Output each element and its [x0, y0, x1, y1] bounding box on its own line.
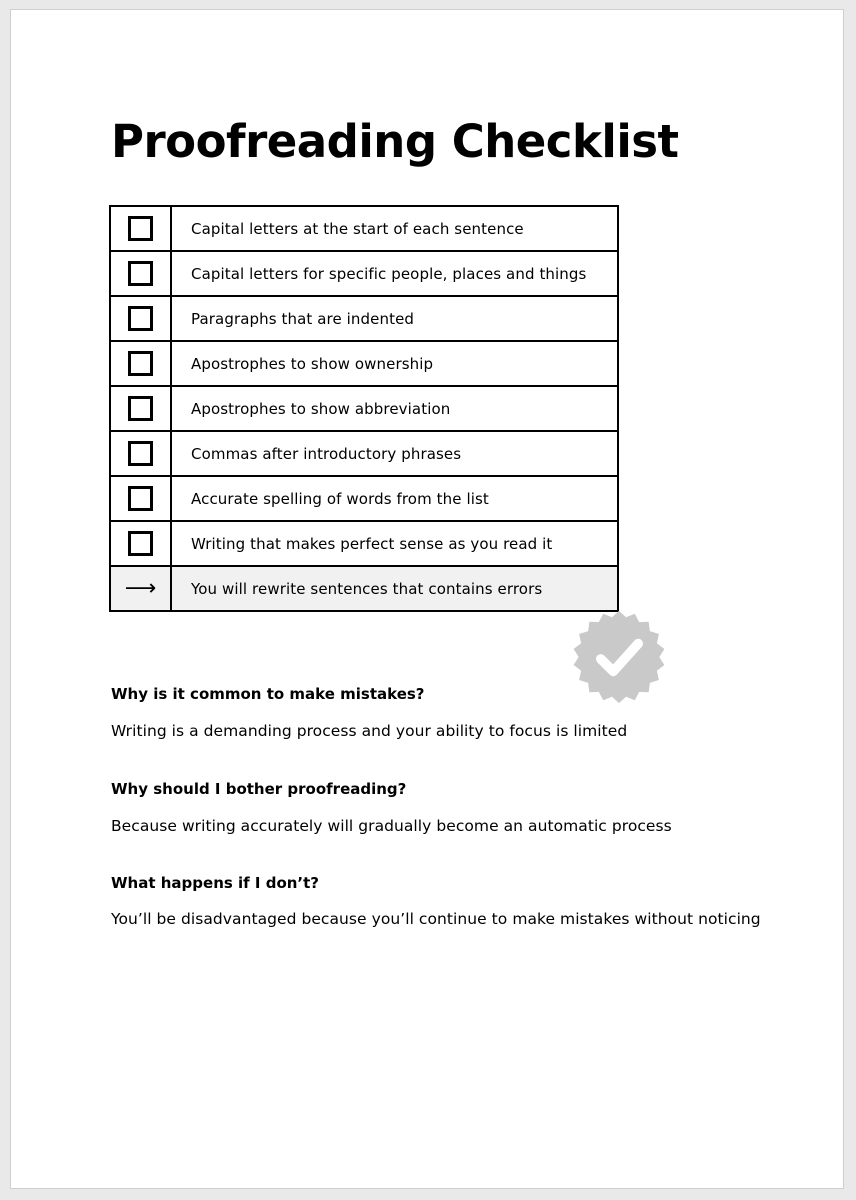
arrow-right-icon: ⟶ — [124, 575, 157, 601]
checklist-item-text: Writing that makes perfect sense as you read it — [171, 521, 618, 566]
checkbox-cell — [110, 521, 171, 566]
checklist-row — [110, 206, 618, 251]
checkbox-icon[interactable] — [128, 396, 153, 421]
checkbox-icon[interactable] — [128, 441, 153, 466]
faq-question-mistakes: Why is it common to make mistakes? — [111, 685, 425, 703]
checkbox-cell — [110, 206, 171, 251]
checklist-item-text: Accurate spelling of words from the list — [171, 476, 618, 521]
document-page — [10, 9, 844, 1189]
checkbox-cell — [110, 386, 171, 431]
checklist-final-row — [110, 566, 618, 611]
checkbox-icon[interactable] — [128, 306, 153, 331]
faq-question-bother: Why should I bother proofreading? — [111, 780, 407, 798]
faq-answer-mistakes: Writing is a demanding process and your ability to focus is limited — [111, 722, 628, 740]
checkbox-cell — [110, 431, 171, 476]
checkbox-cell — [110, 251, 171, 296]
faq-answer-bother: Because writing accurately will gradually become an automatic process — [111, 817, 672, 835]
verified-checkmark-badge-icon — [571, 609, 667, 705]
checklist-row — [110, 386, 618, 431]
arrow-cell — [110, 566, 171, 611]
checklist-row — [110, 251, 618, 296]
checklist-item-text: Apostrophes to show abbreviation — [171, 386, 618, 431]
checklist-item-text: Capital letters for specific people, places and things — [171, 251, 618, 296]
checkbox-icon[interactable] — [128, 351, 153, 376]
faq-answer-dont: You’ll be disadvantaged because you’ll continue to make mistakes without noticing — [111, 910, 761, 928]
checkbox-cell — [110, 296, 171, 341]
checklist-row — [110, 476, 618, 521]
checklist-item-text: Paragraphs that are indented — [171, 296, 618, 341]
checklist-row — [110, 296, 618, 341]
checkbox-icon[interactable] — [128, 531, 153, 556]
checkbox-icon[interactable] — [128, 216, 153, 241]
checklist-row — [110, 431, 618, 476]
checkbox-cell — [110, 476, 171, 521]
checkbox-icon[interactable] — [128, 486, 153, 511]
checklist-item-text: Apostrophes to show ownership — [171, 341, 618, 386]
checklist-item-text: Commas after introductory phrases — [171, 431, 618, 476]
badge-starburst-shape — [574, 611, 665, 703]
checklist-row — [110, 521, 618, 566]
page-title: Proofreading Checklist — [111, 115, 679, 168]
checkbox-icon[interactable] — [128, 261, 153, 286]
checklist-final-text: You will rewrite sentences that contains errors — [171, 566, 618, 611]
checklist-item-text: Capital letters at the start of each sentence — [171, 206, 618, 251]
checklist-table — [109, 205, 619, 612]
faq-question-dont: What happens if I don’t? — [111, 874, 320, 892]
checkbox-cell — [110, 341, 171, 386]
checklist-row — [110, 341, 618, 386]
